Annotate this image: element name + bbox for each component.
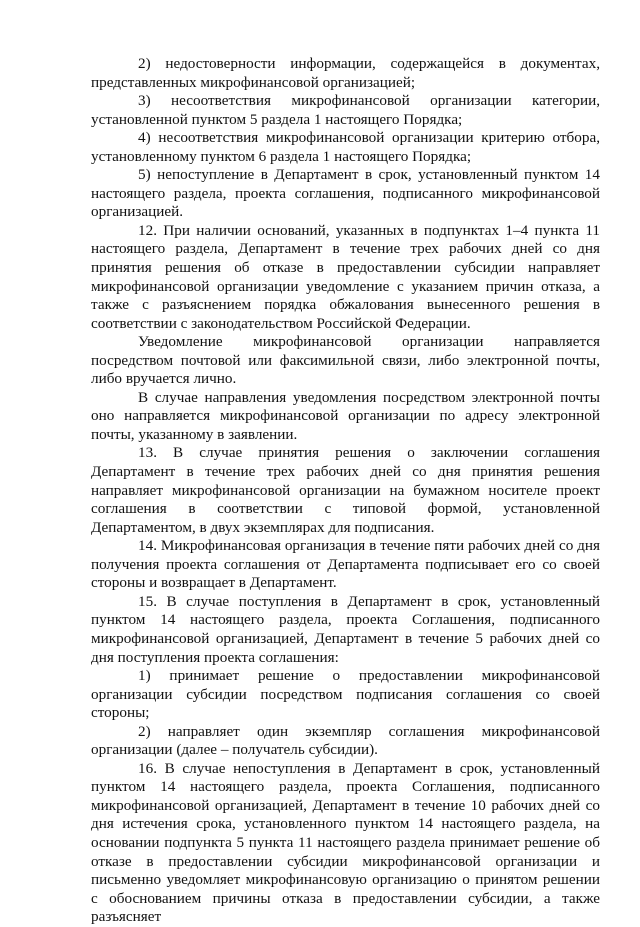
- clause-16-paragraph: 16. В случае непоступления в Департамент в срок, установленный пунктом 14 настоящего раздела, проекта Соглашения, подписанного микрофинансовой организацией, Департамент в течение 10 рабочих дней со дня истечения срока, установленного пунктом 14 настоящего раздела, на основании подпункта 5 пункта 11 настоящего раздела принимает решение об отказе в предоставлении субсидии микрофинансовой организации и письменно уведомляет микрофинансовую организацию о принятом решении с обоснованием причины отказа в предоставлении субсидии, а также разъясняет: [91, 759, 600, 926]
- clause-14-paragraph: 14. Микрофинансовая организация в течение пяти рабочих дней со дня получения проекта соглашения от Департамента подписывает его со своей стороны и возвращает в Департамент.: [91, 537, 600, 592]
- clause-15-subitem-1-paragraph: 1) принимает решение о предоставлении микрофинансовой организации субсидии посредством подписания соглашения со своей стороны;: [91, 667, 600, 722]
- document-body: [91, 55, 600, 927]
- subitem-2-paragraph: 2) недостоверности информации, содержащейся в документах, представленных микрофинансовой организацией;: [91, 55, 600, 91]
- notification-delivery-paragraph: Уведомление микрофинансовой организации направляется посредством почтовой или факсимильной связи, либо электронной почты, либо вручается лично.: [91, 333, 600, 388]
- subitem-3-paragraph: 3) несоответствия микрофинансовой организации категории, установленной пунктом 5 раздела 1 настоящего Порядка;: [91, 92, 600, 128]
- clause-15-paragraph: 15. В случае поступления в Департамент в срок, установленный пунктом 14 настоящего раздела, проекта Соглашения, подписанного микрофинансовой организацией, Департамент в течение 5 рабочих дней со дня поступления проекта соглашения:: [91, 592, 600, 666]
- subitem-5-paragraph: 5) непоступление в Департамент в срок, установленный пунктом 14 настоящего раздела, проекта соглашения, подписанного микрофинансовой организацией.: [91, 166, 600, 221]
- clause-15-subitem-2-paragraph: 2) направляет один экземпляр соглашения микрофинансовой организации (далее – получатель субсидии).: [91, 722, 600, 759]
- clause-12-paragraph: 12. При наличии оснований, указанных в подпунктах 1–4 пункта 11 настоящего раздела, Департамент в течение трех рабочих дней со дня принятия решения об отказе в предоставлении субсидии направляет микрофинансовой организации уведомление с указанием причин отказа, а также с разъяснением порядка обжалования вынесенного решения в соответствии с законодательством Российской Федерации.: [91, 221, 600, 332]
- clause-13-paragraph: 13. В случае принятия решения о заключении соглашения Департамент в течение трех рабочих дней со дня принятия решения направляет микрофинансовой организации на бумажном носителе проект соглашения в соответствии с типовой формой, установленной Департаментом, в двух экземплярах для подписания.: [91, 444, 600, 536]
- subitem-4-paragraph: 4) несоответствия микрофинансовой организации критерию отбора, установленному пунктом 6 раздела 1 настоящего Порядка;: [91, 129, 600, 165]
- email-notification-paragraph: В случае направления уведомления посредством электронной почты оно направляется микрофинансовой организации по адресу электронной почты, указанному в заявлении.: [91, 388, 600, 443]
